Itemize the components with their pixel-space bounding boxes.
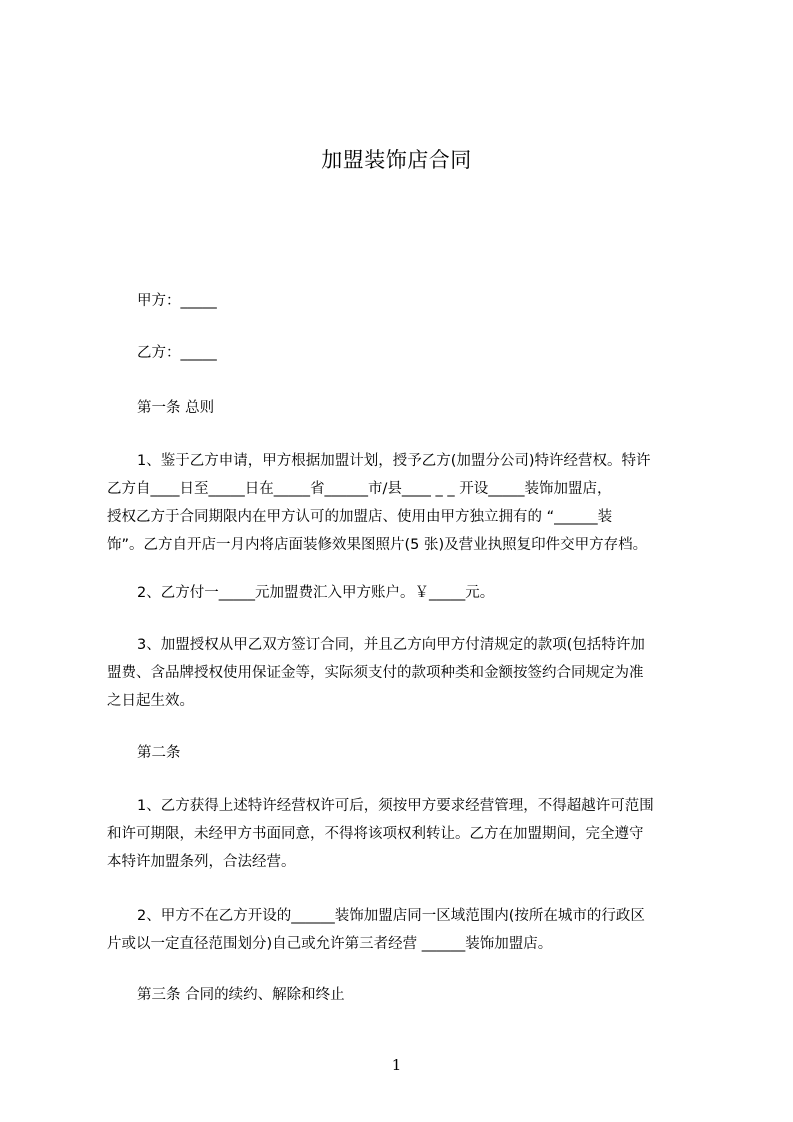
article-1-clause-1 bbox=[107, 447, 707, 559]
article-1-clause-3 bbox=[107, 631, 707, 715]
page-number: 1 bbox=[391, 1056, 402, 1074]
clause-line: 乙方自____日至_____日在_____省______市/县____ _ _ 开设_____装饰加盟店， bbox=[107, 481, 612, 497]
clause-line: 饰”。乙方自开店一月内将店面装修效果图照片(5 张)及营业执照复印件交甲方存档。 bbox=[107, 537, 648, 553]
clause-line: 片或以一定直径范围划分)自己或允许第三者经营 ______装饰加盟店。 bbox=[107, 936, 553, 952]
clause-line: 3、加盟授权从甲乙双方签订合同，并且乙方向甲方付清规定的款项(包括特许加 bbox=[137, 637, 645, 653]
party-b-line: 乙方：_____ bbox=[137, 345, 217, 361]
party-a-line: 甲方：_____ bbox=[137, 293, 217, 309]
article-2-clause-2 bbox=[107, 902, 707, 958]
article-1-heading: 第一条 总则 bbox=[137, 400, 215, 416]
document-title: 加盟装饰店合同 bbox=[321, 148, 472, 172]
clause-line: 本特许加盟条列，合法经营。 bbox=[107, 854, 296, 870]
clause-line: 和许可期限，未经甲方书面同意，不得将该项权利转让。乙方在加盟期间，完全遵守 bbox=[107, 826, 644, 842]
clause-line: 1、乙方获得上述特许经营权许可后，须按甲方要求经营管理，不得超越许可范围 bbox=[137, 798, 654, 814]
clause-line: 授权乙方于合同期限内在甲方认可的加盟店、使用由甲方独立拥有的 “______装 bbox=[107, 509, 613, 525]
article-3-heading: 第三条 合同的续约、解除和终止 bbox=[137, 987, 345, 1003]
clause-line: 盟费、含品牌授权使用保证金等，实际须支付的款项种类和金额按签约合同规定为准 bbox=[107, 665, 644, 681]
article-2-heading: 第二条 bbox=[137, 745, 181, 761]
clause-line: 之日起生效。 bbox=[107, 693, 194, 709]
article-1-clause-2: 2、乙方付一_____元加盟费汇入甲方账户。￥_____元。 bbox=[137, 585, 495, 601]
clause-line: 1、鉴于乙方申请，甲方根据加盟计划，授予乙方(加盟分公司)特许经营权。特许 bbox=[137, 453, 651, 469]
article-2-clause-1 bbox=[107, 792, 707, 876]
clause-line: 2、甲方不在乙方开设的______装饰加盟店同一区域范围内(按所在城市的行政区 bbox=[137, 908, 645, 924]
